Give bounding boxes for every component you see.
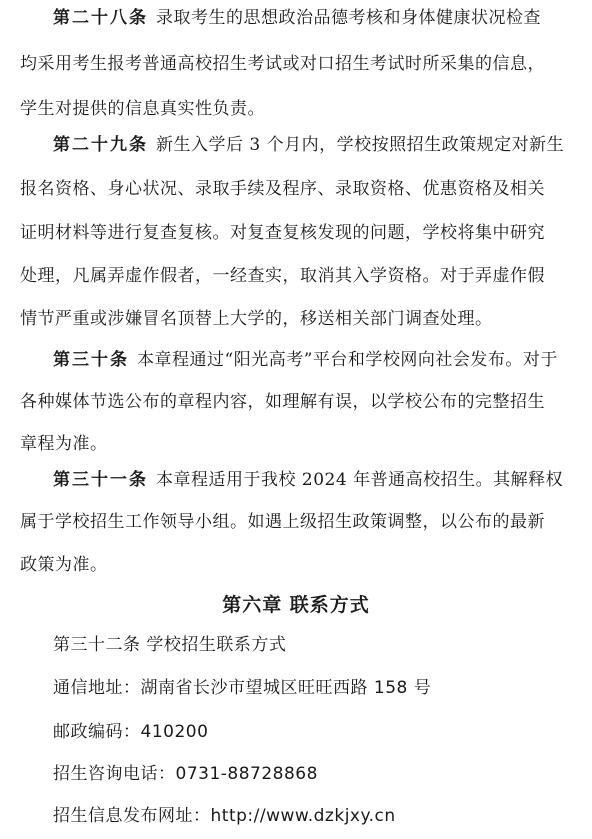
article-30-line-3: 章程为准。 (20, 434, 108, 454)
phone-label: 招生咨询电话： (53, 764, 176, 784)
contact-website (53, 804, 396, 828)
article-28-line-2: 均采用考生报考普通高校招生考试或对口招生考试时所采集的信息， (20, 54, 545, 74)
article-31-line-1: 第三十一条 本章程适用于我校 2024 年普通高校招生。其解释权 (53, 470, 564, 490)
article-29-line-5: 情节严重或涉嫌冒名顶替上大学的，移送相关部门调查处理。 (20, 309, 493, 329)
postcode-label: 邮政编码： (53, 722, 141, 742)
contact-phone (53, 762, 318, 786)
article-29-label: 第二十九条 (53, 135, 148, 155)
website-link[interactable]: http://www.dzkjxy.cn (210, 806, 396, 826)
article-29-line-2: 报名资格、身心状况、录取手续及程序、录取资格、优惠资格及相关 (20, 179, 545, 199)
address-label: 通信地址： (53, 678, 141, 698)
article-32-line: 第三十二条 学校招生联系方式 (53, 635, 287, 655)
article-29-line-4: 处理，凡属弄虚作假者，一经查实，取消其入学资格。对于弄虚作假 (20, 266, 545, 286)
article-30-label: 第三十条 (53, 350, 129, 370)
article-29-line-1: 第二十九条 新生入学后 3 个月内，学校按照招生政策规定对新生 (53, 135, 565, 155)
article-28-line-1: 第二十八条 录取考生的思想政治品德考核和身体健康状况检查 (53, 8, 541, 28)
article-29-line-3: 证明材料等进行复查复核。对复查复核发现的问题，学校将集中研究 (20, 223, 545, 243)
article-32-label: 第三十二条 (53, 635, 141, 655)
article-31-line-3: 政策为准。 (20, 555, 108, 575)
article-30-line-1: 第三十条 本章程通过“阳光高考”平台和学校网向社会发布。对于 (53, 350, 558, 370)
address-value: 湖南省长沙市望城区旺旺西路 158 号 (140, 678, 432, 698)
article-30-line-2: 各种媒体节选公布的章程内容，如理解有误，以学校公布的完整招生 (20, 392, 545, 412)
website-label: 招生信息发布网址： (53, 806, 211, 826)
phone-value: 0731-88728868 (175, 764, 318, 784)
postcode-value: 410200 (140, 722, 209, 742)
article-31-line-2: 属于学校招生工作领导小组。如遇上级招生政策调整，以公布的最新 (20, 512, 545, 532)
article-31-label: 第三十一条 (53, 470, 148, 490)
chapter-6-heading: 第六章 联系方式 (222, 594, 370, 616)
article-28-label: 第二十八条 (53, 8, 148, 28)
contact-address (53, 676, 431, 700)
article-28-line-3: 学生对提供的信息真实性负责。 (20, 99, 265, 119)
contact-postcode (53, 720, 208, 744)
